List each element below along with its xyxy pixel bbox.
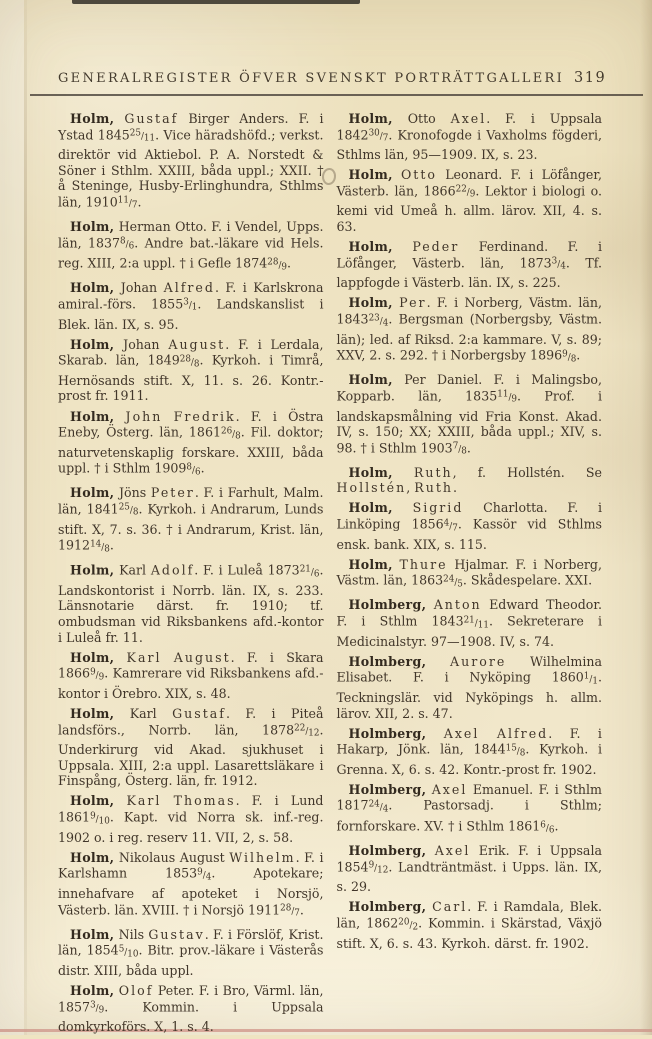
birthdate-fraction: 11/9 xyxy=(497,389,518,405)
given-name-spaced: Fredrik xyxy=(173,408,236,424)
given-name-spaced: Axel xyxy=(431,781,468,797)
birthdate-fraction: 23/4 xyxy=(368,313,389,329)
given-name-spaced: Karl xyxy=(126,793,162,809)
birthdate-fraction: 9/10 xyxy=(90,811,110,827)
birthdate-fraction: 25/8 xyxy=(118,502,139,518)
given-name-spaced: Ruth xyxy=(413,464,453,480)
birthdate-fraction: 22/12 xyxy=(294,723,320,739)
birthdate-fraction: 30/7 xyxy=(368,128,389,144)
birthdate-fraction: 1/1 xyxy=(583,671,598,687)
given-name-spaced: Per xyxy=(399,295,427,311)
entry-surname: Holmberg, xyxy=(348,597,427,613)
page-number: 319 xyxy=(574,70,607,86)
register-entry: Holm, Otto Leonard. F. i Löfånger, Västerb. län, 186622/9. Lektor i biologi o. kemi vid Umeå h. allm. lärov. XII, 4. s. 63. xyxy=(337,167,603,234)
running-title: GENERALREGISTER ÖFVER SVENSKT PORTRÄTTGALLERI xyxy=(58,71,565,86)
entry-surname: Holm, xyxy=(70,849,115,865)
given-name-spaced: Olof xyxy=(118,982,154,998)
given-name-spaced: August xyxy=(173,649,231,665)
given-name-spaced: John xyxy=(125,408,163,424)
register-entry: Holm, Nils Gustav. F. i Förslöf, Krist. län, 18545/10. Bitr. prov.-läkare i Västerås distr. XIII, båda uppl. xyxy=(58,926,324,978)
birthdate-fraction: 22/9 xyxy=(455,184,476,200)
entry-surname: Holm, xyxy=(348,167,393,183)
birthdate-fraction: 21/6 xyxy=(299,564,320,580)
entry-surname: Holm, xyxy=(70,793,115,809)
register-entry: Holm, Peder Ferdinand. F. i Löfånger, Västerb. län, 18733/4. Tf. lappfogde i Västerb. län. IX, s. 225. xyxy=(336,239,602,291)
given-name-spaced: Ruth xyxy=(414,480,453,496)
given-name-spaced: August xyxy=(168,336,226,352)
given-name-spaced: Axel xyxy=(443,725,480,741)
entry-surname: Holm, xyxy=(348,464,393,480)
register-entry: Holmberg, Axel Emanuel. F. i Sthlm 181724/4. Pastorsadj. i Sthlm; fornforskare. XV. † i Sthlm 18616/6. xyxy=(336,781,603,836)
entry-surname: Holmberg, xyxy=(348,843,427,859)
register-entry: Holm, Nikolaus August Wilhelm. F. i Karlshamn 18539/4. Apotekare; innehafvare af apoteket i Norsjö, Västerb. län. XVIII. † i Norsjö 191128/7. xyxy=(58,849,324,919)
register-entry: Holmberg, Carl. F. i Ramdala, Blek. län, 186220/2. Kommin. i Skärstad, Växjö stift. X, 6. s. 43. Kyrkoh. därst. fr. 1902. xyxy=(336,899,602,951)
register-entry: Holm, Karl Gustaf. F. i Piteå landsförs., Norrb. län, 187822/12. Underkirurg vid Akad. sjukhuset i Uppsala. XIII, 2:a uppl. Lasarettsläkare i Finspång, Österg. län, fr. 1912. xyxy=(58,706,324,789)
column-left xyxy=(58,111,324,1039)
entry-surname: Holm, xyxy=(348,295,393,311)
given-name-spaced: Gustav xyxy=(148,926,205,942)
entry-surname: Holmberg, xyxy=(348,725,427,741)
column-right xyxy=(337,111,603,1039)
birthdate-fraction: 9/9 xyxy=(90,667,105,683)
given-name-spaced: Axel xyxy=(434,843,471,859)
given-name-spaced: Gustaf xyxy=(124,111,179,126)
register-entry: Holm, Per Daniel. F. i Malingsbo, Kopparb. län, 183511/9. Prof. i landskapsmålning vid Fria Konst. Akad. IV, s. 150; XX; XXIII, båda uppl.; XIV, s. 98. † i Sthlm 19037/8. xyxy=(336,372,603,457)
register-entry: Holmberg, Axel Alfred. F. i Hakarp, Jönk. län, 184415/8. Kyrkoh. i Grenna. X, 6. s. 42. Kontr.-prost fr. 1902. xyxy=(336,725,602,777)
entry-surname: Holm, xyxy=(348,500,393,516)
register-entry: Holmberg, Aurore Wilhelmina Elisabet. F. i Nyköping 18601/1. Teckningslär. vid Nyköpings h. allm. lärov. XII, 2. s. 47. xyxy=(336,653,602,721)
register-entry: Holm, John Fredrik. F. i Östra Eneby, Österg. län, 186126/8. Fil. doktor; naturvetenskaplig forskare. XXIII, båda uppl. † i Sthlm 19098/6. xyxy=(58,408,324,478)
register-entry: Holm, Per. F. i Norberg, Västm. län, 184323/4. Bergsman (Norbergsby, Västm. län); led. af Riksd. 2:a kammare. V, s. 89; XXV, 2. s. 292. † i Norbergsby 18969/8. xyxy=(336,295,602,365)
register-entry: Holm, Karl Thomas. F. i Lund 18619/10. Kapt. vid Norra sk. inf.-reg. 1902 o. i reg. reserv 11. VII, 2, s. 58. xyxy=(58,793,324,845)
entry-surname: Holm, xyxy=(70,982,115,998)
given-name-spaced: Karl xyxy=(126,649,162,665)
given-name-spaced: Carl xyxy=(432,899,468,915)
register-entry: Holm, Herman Otto. F. i Vendel, Upps. län, 18378/6. Andre bat.-läkare vid Hels. reg. XIII, 2:a uppl. † i Gefle 187428/9. xyxy=(58,219,324,273)
register-entry: Holm, Jöns Peter. F. i Farhult, Malm. län, 184125/8. Kyrkoh. i Andrarum, Lunds stift. X, 7. s. 36. † i Andrarum, Krist. län, 191214/8. xyxy=(58,485,324,555)
entry-surname: Holm, xyxy=(348,372,393,388)
given-name-spaced: Thure xyxy=(399,556,448,572)
given-name-spaced: Adolf xyxy=(150,562,195,578)
entry-surname: Holm, xyxy=(70,111,115,126)
entry-surname: Holm, xyxy=(70,649,115,665)
entry-surname: Holm, xyxy=(70,562,115,578)
register-entry: Holmberg, Anton Edward Theodor. F. i Sthlm 184321/11. Sekreterare i Medicinalstyr. 97—1908. IV, s. 74. xyxy=(336,597,602,649)
header-rule xyxy=(30,94,643,96)
birthdate-fraction: 15/8 xyxy=(505,743,526,759)
birthdate-fraction: 3/1 xyxy=(183,297,198,313)
entry-surname: Holm, xyxy=(70,280,115,296)
birthdate-fraction: 28/7 xyxy=(280,903,300,919)
entry-surname: Holm, xyxy=(70,485,115,501)
entry-surname: Holmberg, xyxy=(348,899,427,915)
register-entry: Holm, Johan Alfred. F. i Karlskrona amiral.-förs. 18553/1. Landskanslist i Blek. län. IX, s. 95. xyxy=(58,280,324,332)
entry-surname: Holm, xyxy=(348,239,393,255)
birthdate-fraction: 5/10 xyxy=(118,944,139,960)
birthdate-fraction: 3/4 xyxy=(551,256,566,272)
page-header xyxy=(58,70,607,86)
birthdate-fraction: 26/8 xyxy=(220,426,241,442)
birthdate-fraction: 20/2 xyxy=(398,917,419,933)
birthdate-fraction: 8/6 xyxy=(186,462,201,478)
birthdate-fraction: 28/9 xyxy=(267,257,288,273)
given-name-spaced: Alfred xyxy=(163,280,215,296)
entry-surname: Holm, xyxy=(348,111,393,126)
birthdate-fraction: 6/6 xyxy=(540,820,555,836)
register-entry: Holm, Ruth, f. Hollstén. Se Hollstén, Ruth. xyxy=(336,464,602,496)
given-name-spaced: Thomas xyxy=(173,793,236,809)
given-name-spaced: Sigrid xyxy=(412,500,464,516)
given-name-spaced: Aurore xyxy=(450,653,507,669)
register-entry: Holm, Gustaf Birger Anders. F. i Ystad 184525/11. Vice häradshöfd.; verkst. direktör vid Aktiebol. P. A. Norstedt & Söner i Sthlm. XXIII, båda uppl.; XXII. † å Steninge, Husby-Erlinghundra, Sthlms län, 191011/7. xyxy=(58,111,324,211)
entry-surname: Holmberg, xyxy=(348,781,427,797)
entry-surname: Holm, xyxy=(70,408,115,424)
birthdate-fraction: 14/8 xyxy=(90,539,110,555)
birthdate-fraction: 8/6 xyxy=(120,236,135,252)
given-name-spaced: Axel xyxy=(450,111,487,126)
given-name-spaced: Peter xyxy=(150,485,195,501)
given-name-spaced: Wilhelm xyxy=(229,849,296,865)
text-columns xyxy=(58,111,602,1039)
given-name-spaced: Gustaf xyxy=(172,706,226,721)
entry-surname: Holmberg, xyxy=(348,653,427,669)
birthdate-fraction: 9/8 xyxy=(562,349,577,365)
given-name-spaced: Anton xyxy=(433,597,482,613)
register-entry: Holm, Karl August. F. i Skara 18669/9. Kamrerare vid Riksbankens afd.-kontor i Örebro. XIX, s. 48. xyxy=(58,649,324,701)
register-entry: Holmberg, Axel Erik. F. i Uppsala 18549/12. Landträntmäst. i Upps. län. IX, s. 29. xyxy=(336,843,602,895)
birthdate-fraction: 3/9 xyxy=(90,1000,105,1016)
entry-surname: Holm, xyxy=(70,926,115,942)
given-name-spaced: Peder xyxy=(412,239,460,255)
entry-surname: Holm, xyxy=(70,706,115,721)
birthdate-fraction: 9/4 xyxy=(197,867,212,883)
register-entry: Holm, Olof Peter. F. i Bro, Värml. län, 18573/9. Kommin. i Uppsala domkyrkoförs. X, 1. s. 4. xyxy=(58,982,324,1035)
given-name-spaced: Otto xyxy=(400,167,438,183)
birthdate-fraction: 24/5 xyxy=(443,574,463,590)
birthdate-fraction: 25/11 xyxy=(129,128,156,144)
birthdate-fraction: 9/12 xyxy=(368,860,389,876)
given-name-spaced: Alfred xyxy=(496,725,549,741)
birthdate-fraction: 11/7 xyxy=(117,195,138,211)
register-entry: Holm, Otto Axel. F. i Uppsala 184230/7. Kronofogde i Vaxholms fögderi, Sthlms län, 95—1909. IX, s. 23. xyxy=(336,111,602,163)
given-name-spaced: Hollstén xyxy=(336,480,407,496)
entry-surname: Holm, xyxy=(348,556,393,572)
register-entry: Holm, Thure Hjalmar. F. i Norberg, Västm. län, 186324/5. Skådespelare. XXI. xyxy=(336,556,602,590)
birthdate-fraction: 28/8 xyxy=(179,354,200,370)
birthdate-fraction: 24/4 xyxy=(368,799,389,815)
birthdate-fraction: 7/8 xyxy=(452,441,467,457)
entry-surname: Holm, xyxy=(70,336,115,352)
register-entry: Holm, Karl Adolf. F. i Luleå 187321/6. Landskontorist i Norrb. län. IX, s. 233. Länsnotarie därst. fr. 1910; tf. ombudsman vid Riksbankens afd.-kontor i Luleå fr. 11. xyxy=(58,562,324,645)
entry-surname: Holm, xyxy=(70,219,115,235)
register-entry: Holm, Johan August. F. i Lerdala, Skarab. län, 184928/8. Kyrkoh. i Timrå, Hernösands stift. X, 11. s. 26. Kontr.-prost fr. 1911. xyxy=(58,336,324,404)
birthdate-fraction: 4/7 xyxy=(443,518,458,534)
register-entry: Holm, Sigrid Charlotta. F. i Linköping 18564/7. Kassör vid Sthlms ensk. bank. XIX, s. 115. xyxy=(336,500,602,552)
birthdate-fraction: 21/11 xyxy=(463,615,489,631)
